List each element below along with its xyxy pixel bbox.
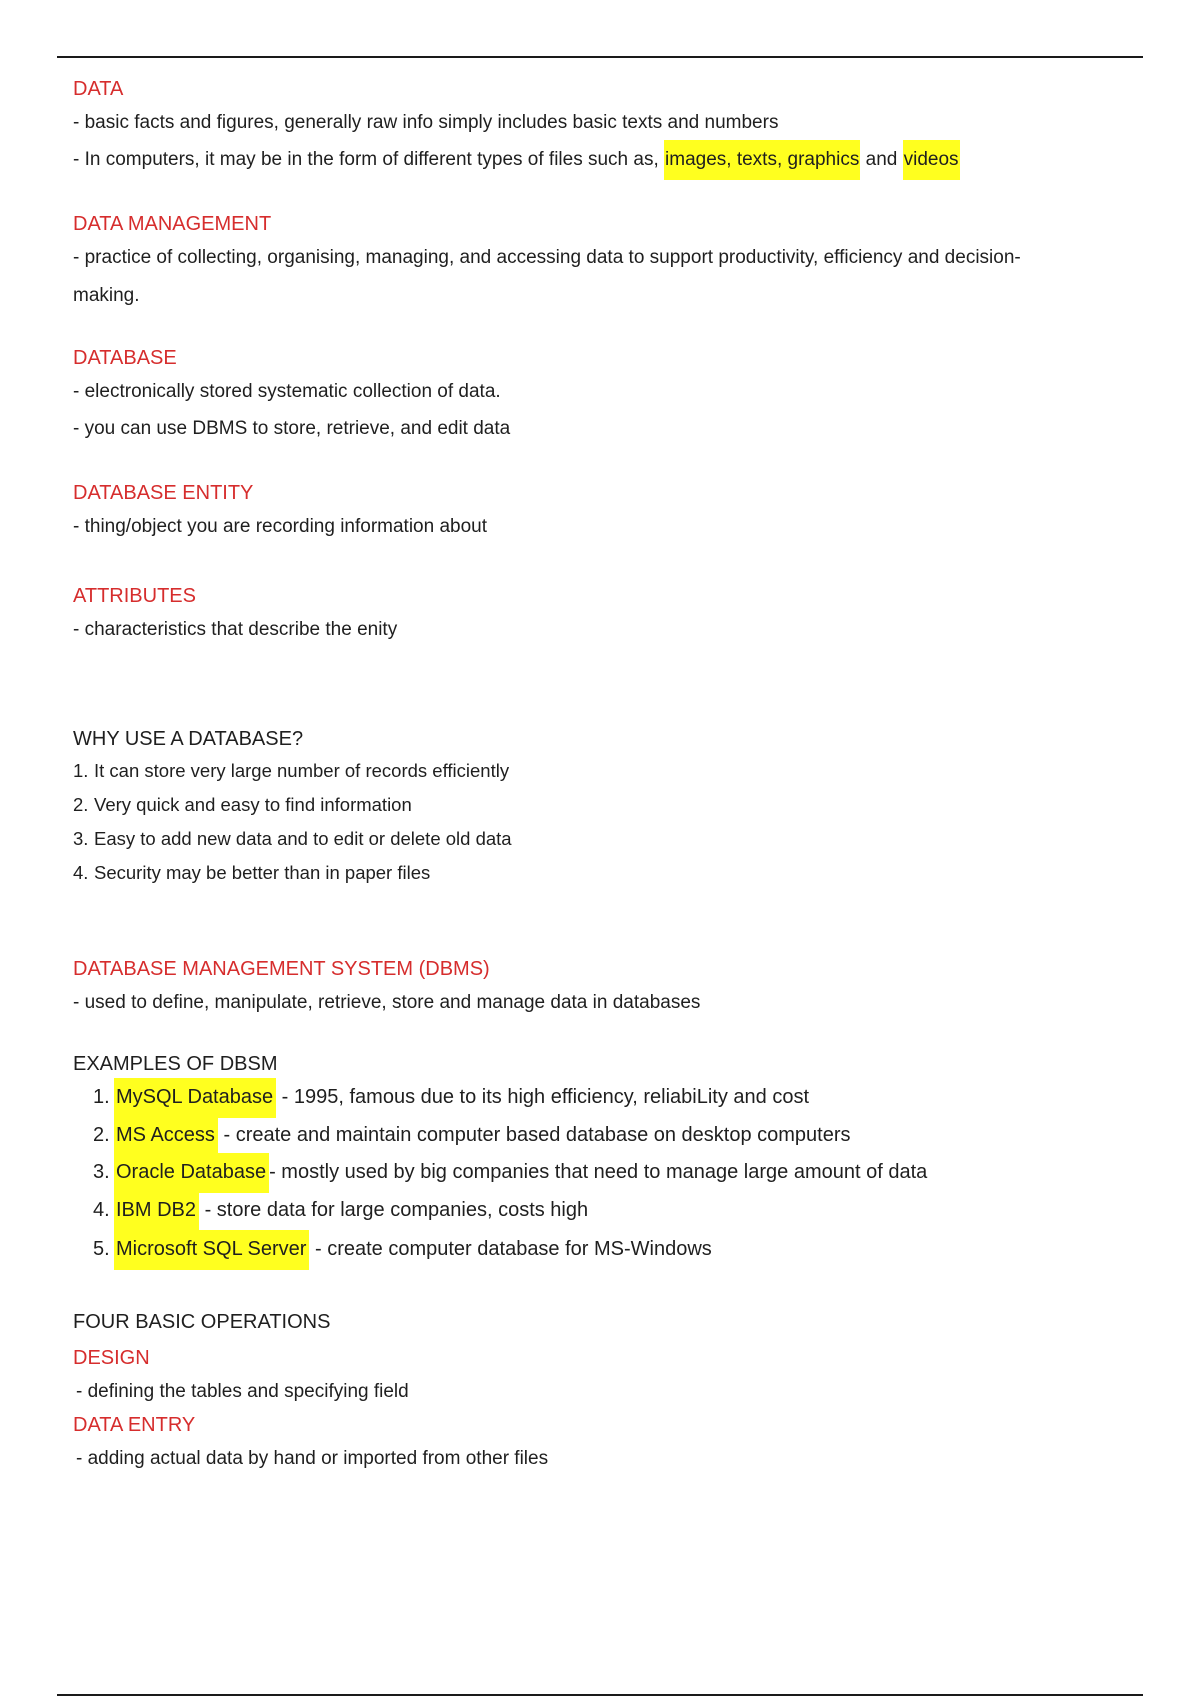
bottom-rule (57, 1694, 1143, 1696)
database-entity-line-1: - thing/object you are recording information about (73, 516, 488, 537)
list-item (73, 1117, 1133, 1155)
top-rule (57, 56, 1143, 58)
list-item-desc: - store data for large companies, costs high (199, 1198, 589, 1221)
heading-data-entry: DATA ENTRY (73, 1413, 196, 1436)
heading-four-operations: FOUR BASIC OPERATIONS (73, 1310, 331, 1333)
list-item (73, 1231, 1133, 1269)
list-item (73, 1154, 1133, 1192)
list-item-desc: - 1995, famous due to its high efficiency, reliabiLity and cost (276, 1086, 809, 1108)
list-item-number: 4. (73, 862, 89, 883)
data-line-1: - basic facts and figures, generally raw info simply includes basic texts and numbers (73, 112, 779, 133)
highlight-dbms-name: IBM DB2 (114, 1191, 199, 1231)
list-item-text: Easy to add new data and to edit or delete old data (94, 828, 512, 849)
database-line-1: - electronically stored systematic collection of data. (73, 381, 501, 402)
list-item-number: 3. (93, 1161, 110, 1183)
heading-why-use-database: WHY USE A DATABASE? (73, 728, 304, 750)
list-item-number: 1. (93, 1086, 110, 1108)
attributes-line-1: - characteristics that describe the enity (73, 619, 398, 640)
highlight-dbms-name: Oracle Database (114, 1153, 269, 1193)
list-item (73, 754, 1133, 788)
list-item-number: 2. (93, 1123, 110, 1146)
database-line-2: - you can use DBMS to store, retrieve, and edit data (73, 418, 511, 439)
highlight-dbms-name: Microsoft SQL Server (114, 1230, 309, 1270)
data-management-line-1-cont: making. (73, 285, 140, 306)
examples-list (73, 1079, 1133, 1269)
list-item-desc: - create and maintain computer based database on desktop computers (217, 1123, 851, 1146)
list-item-number: 4. (93, 1198, 110, 1221)
list-item-number: 1. (73, 760, 89, 781)
list-item (73, 822, 1133, 856)
highlight-file-types: images, texts, graphics (664, 140, 860, 180)
highlight-videos: videos (903, 140, 960, 180)
heading-design: DESIGN (73, 1346, 150, 1369)
list-item-text: It can store very large number of records efficiently (94, 760, 510, 781)
heading-database: DATABASE (73, 347, 177, 369)
list-item-desc: - mostly used by big companies that need to manage large amount of data (269, 1161, 928, 1183)
list-item-desc: - create computer database for MS-Windows (309, 1238, 712, 1260)
data-line-2-prefix: - In computers, it may be in the form of different types of files such as, (73, 149, 665, 170)
list-item-number: 3. (73, 828, 89, 849)
data-line-2 (73, 141, 1133, 178)
list-item-text: Security may be better than in paper files (94, 862, 431, 883)
list-item-number: 2. (73, 794, 89, 815)
heading-data-management: DATA MANAGEMENT (73, 213, 272, 235)
highlight-dbms-name: MySQL Database (114, 1078, 276, 1118)
list-item (73, 1079, 1133, 1117)
document-body (73, 74, 1133, 1477)
data-management-line-1: - practice of collecting, organising, managing, and accessing data to support productivity, efficiency and decision- (73, 247, 1021, 268)
data-entry-line: - adding actual data by hand or imported from other files (76, 1447, 549, 1469)
heading-data: DATA (73, 78, 124, 100)
heading-examples: EXAMPLES OF DBSM (73, 1053, 278, 1075)
list-item (73, 788, 1133, 822)
highlight-dbms-name: MS Access (114, 1116, 218, 1156)
heading-attributes: ATTRIBUTES (73, 585, 196, 607)
list-item-text: Very quick and easy to find information (94, 794, 412, 815)
data-line-2-mid: and (860, 149, 903, 170)
why-list (73, 754, 1133, 890)
list-item-number: 5. (93, 1238, 110, 1260)
list-item (73, 1192, 1133, 1230)
list-item (73, 856, 1133, 890)
heading-dbms: DATABASE MANAGEMENT SYSTEM (DBMS) (73, 958, 490, 980)
heading-database-entity: DATABASE ENTITY (73, 482, 254, 504)
design-line: - defining the tables and specifying field (76, 1380, 409, 1402)
dbms-line-1: - used to define, manipulate, retrieve, store and manage data in databases (73, 992, 701, 1013)
